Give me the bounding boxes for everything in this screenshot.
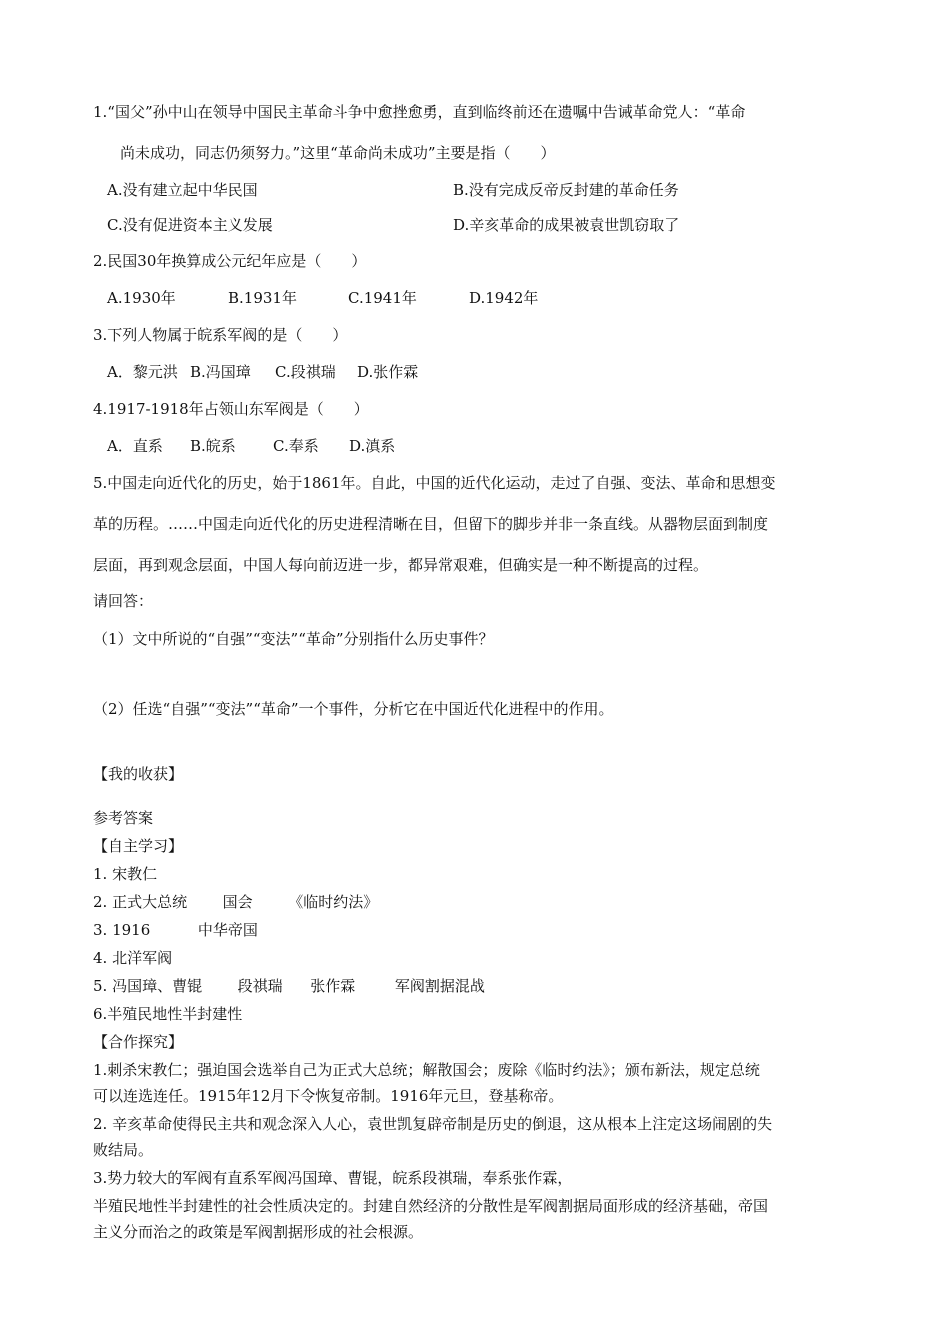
cooperate-answer-3-line3: 主义分而治之的政策是军阀割据形成的社会根源。: [93, 1223, 424, 1241]
q5-passage-line2: 革的历程。……中国走向近代化的历史进程清晰在目，但留下的脚步并非一条直线。从器物层面到制度: [93, 515, 769, 533]
cooperate-answer-2-line1: 2. 辛亥革命使得民主共和观念深入人心，袁世凯复辟帝制是历史的倒退，这从根本上注定这场闹剧的失: [93, 1115, 773, 1133]
harvest-heading: 【我的收获】: [93, 765, 184, 783]
answer-5-part-3: 张作霖: [310, 977, 356, 995]
q1-stem-line2: 尚未成功，同志仍须努力。”这里“革命尚未成功”主要是指（ ）: [120, 144, 556, 162]
q3-option-a: A．黎元洪: [107, 363, 178, 381]
answers-title: 参考答案: [93, 809, 154, 827]
q3-option-d: D.张作霖: [357, 363, 419, 381]
q5-passage-line1: 5.中国走向近代化的历史，始于1861年。自此，中国的近代化运动，走过了自强、变法、革命和思想变: [93, 474, 776, 492]
q4-stem: 4.1917-1918年占领山东军阀是（ ）: [93, 400, 369, 418]
answer-5-part-2: 段祺瑞: [237, 977, 283, 995]
self-study-answer-1: 1. 宋教仁: [93, 865, 158, 883]
q4-option-c: C.奉系: [273, 437, 319, 455]
self-study-answer-2: [93, 892, 378, 912]
q3-stem: 3.下列人物属于皖系军阀的是（ ）: [93, 326, 348, 344]
answer-3-part-1: 3. 1916: [93, 921, 151, 939]
q4-option-b: B.皖系: [190, 437, 236, 455]
q2-stem: 2.民国30年换算成公元纪年应是（ ）: [93, 252, 367, 270]
q1-option-c: C.没有促进资本主义发展: [107, 216, 273, 234]
q2-option-b: B.1931年: [228, 289, 297, 307]
self-study-answer-6: 6.半殖民地性半封建性: [93, 1005, 243, 1023]
q5-prompt: 请回答：: [93, 592, 154, 610]
q5-subquestion-2: （2）任选“自强”“变法”“革命”一个事件，分析它在中国近代化进程中的作用。: [93, 700, 614, 718]
self-study-answer-3: [93, 920, 258, 940]
cooperate-answer-3-line2: 半殖民地性半封建性的社会性质决定的。封建自然经济的分散性是军阀割据局面形成的经济基础，帝国: [93, 1197, 769, 1215]
self-study-answer-4: 4. 北洋军阀: [93, 949, 173, 967]
q1-option-b: B.没有完成反帝反封建的革命任务: [453, 181, 679, 199]
q4-option-a: A．直系: [107, 437, 163, 455]
q2-option-d: D.1942年: [469, 289, 539, 307]
self-study-answer-5: [93, 976, 485, 996]
answer-5-part-1: 5. 冯国璋、曹锟: [93, 977, 203, 995]
q3-option-c: C.段祺瑞: [275, 363, 336, 381]
self-study-heading: 【自主学习】: [93, 837, 184, 855]
q5-subquestion-1: （1）文中所说的“自强”“变法”“革命”分别指什么历史事件？: [93, 630, 494, 648]
q1-option-a: A.没有建立起中华民国: [107, 181, 258, 199]
cooperate-heading: 【合作探究】: [93, 1033, 184, 1051]
q5-passage-line3: 层面，再到观念层面，中国人每向前迈进一步，都异常艰难，但确实是一种不断提高的过程。: [93, 556, 709, 574]
answer-2-part-1: 2. 正式大总统: [93, 893, 188, 911]
answer-2-part-3: 《临时约法》: [288, 893, 379, 911]
cooperate-answer-2-line2: 败结局。: [93, 1141, 154, 1159]
q2-option-c: C.1941年: [348, 289, 417, 307]
answer-5-part-4: 军阀割据混战: [394, 977, 485, 995]
cooperate-answer-3-line1: 3.势力较大的军阀有直系军阀冯国璋、曹锟，皖系段祺瑞，奉系张作霖，: [93, 1169, 573, 1187]
q3-option-b: B.冯国璋: [190, 363, 251, 381]
q2-option-a: A.1930年: [107, 289, 176, 307]
q4-option-d: D.滇系: [349, 437, 396, 455]
answer-2-part-2: 国会: [222, 893, 253, 911]
answer-3-part-2: 中华帝国: [197, 921, 258, 939]
q1-option-d: D.辛亥革命的成果被袁世凯窃取了: [453, 216, 680, 234]
cooperate-answer-1-line1: 1.刺杀宋教仁；强迫国会选举自己为正式大总统；解散国会；废除《临时约法》；颁布新法，规定总统: [93, 1061, 760, 1079]
q1-stem-line1: 1.“国父”孙中山在领导中国民主革命斗争中愈挫愈勇，直到临终前还在遗嘱中告诫革命党人：“革命: [93, 103, 746, 121]
cooperate-answer-1-line2: 可以连选连任。1915年12月下令恢复帝制。1916年元旦，登基称帝。: [93, 1087, 564, 1105]
